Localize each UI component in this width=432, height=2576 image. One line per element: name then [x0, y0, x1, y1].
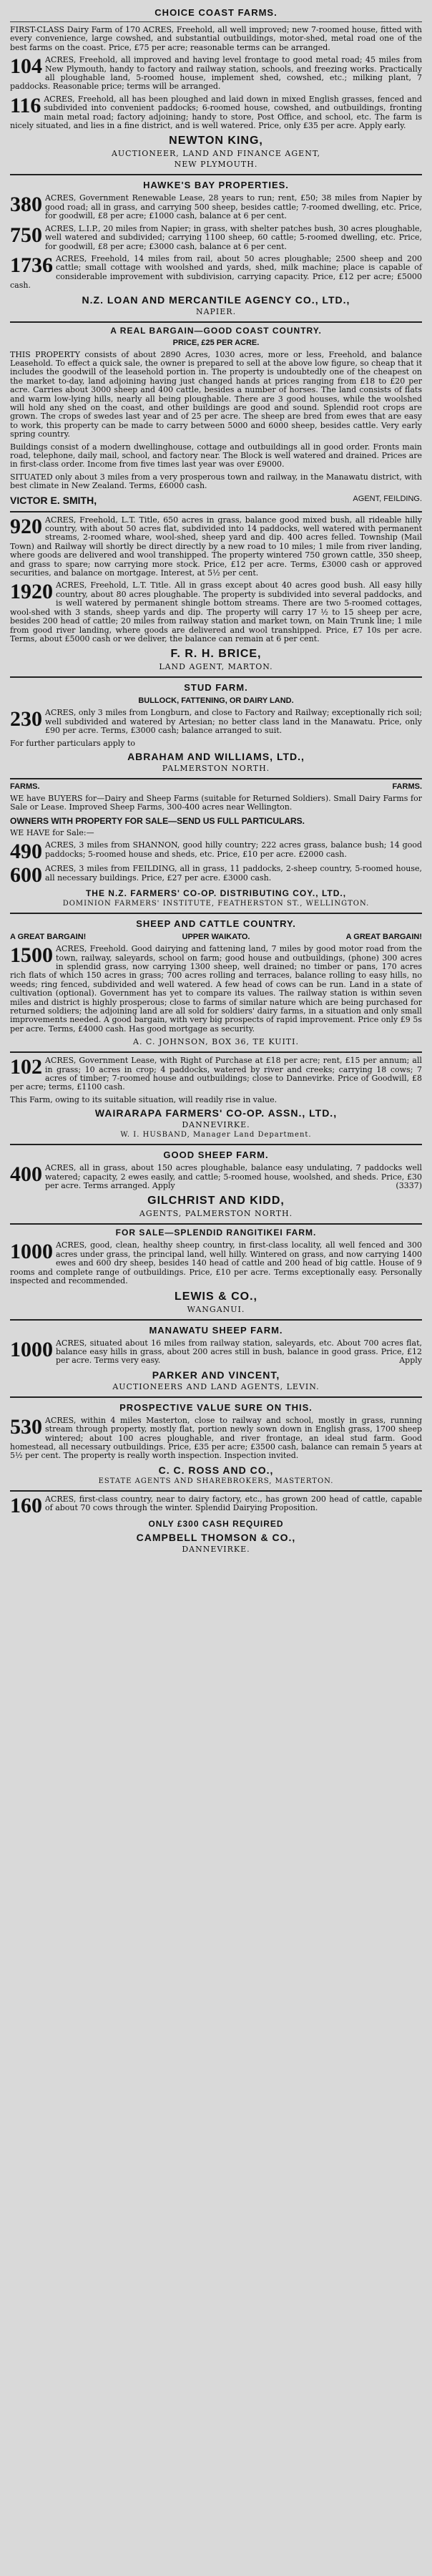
- agent-name: N.Z. LOAN AND MERCANTILE AGENCY CO., LTD.,: [82, 293, 350, 306]
- ad-note: This Farm, owing to its suitable situation, will readily rise in value.: [10, 1094, 278, 1104]
- ad-530-acres: [10, 1416, 422, 1461]
- agent-location: NEW PLYMOUTH.: [174, 160, 258, 170]
- acreage-number: 1736: [10, 253, 53, 277]
- ad-text: Buildings consist of a modern dwellinghouse, cottage and outbuildings all in good order. Fronts main road, telephone, daily mail, school, and factory near. The Block is well watered and drained. Prices are in first-class order. Income from five times last year was over £9000.: [10, 442, 422, 470]
- ad-text: ACRES, Government Renewable Lease, 28 years to run; rent, £50; 38 miles from Napier by good road; all in grass, and carrying 500 sheep, besides cattle; 7-roomed dwelling, etc. Price, for goodwill, £8 per acre; £1000 cash, balance at 6 per cent.: [45, 193, 422, 221]
- ad-text: ACRES, within 4 miles Masterton, close to railway and school, mostly in grass, running stream through property, mostly flat, portion newly sown down in English grass, 1700 sheep wintered; about 100 acres ploughable, and river frontage, an ideal stud farm. Good homestead, all necessary outbuildings. Price, £35 per acre; £3500 cash, balance can remain 5 years at 5½ per cent. The property is really worth inspection. Inspection invited.: [10, 1415, 422, 1461]
- ad-text: ACRES, good, clean, healthy sheep country, in first-class locality, all well fenced and 300 acres under grass, the principal land, well hilly. Wintered on grass, and now carrying 1400 ewes and 600 dry sheep, besides 140 head of cattle and 200 head of big cattle. House of 9 rooms and complete range of outbuildings. Price, £10 per acre. Terms exceptionally easy. Personally inspected and recommended.: [10, 1240, 422, 1286]
- ad-1000-acres-manawatu: [10, 1339, 422, 1366]
- ad-380-acres: [10, 194, 422, 220]
- section-rule: [10, 511, 422, 512]
- agent-manager: W. I. HUSBAND, Manager Land Department.: [120, 1131, 312, 1139]
- agent-location: ESTATE AGENTS AND SHAREBROKERS, MASTERTON.: [98, 1477, 334, 1485]
- section-rule: [10, 174, 422, 175]
- ad-1000-acres-rangitikei: [10, 1241, 422, 1285]
- ad-600-acres: [10, 863, 422, 888]
- acreage-number: 750: [10, 223, 42, 247]
- ad-coast-country: [10, 351, 422, 439]
- we-have-line: WE HAVE for Sale:—: [10, 827, 94, 837]
- ad-body: [10, 1164, 422, 1190]
- acreage-number: 380: [10, 193, 42, 217]
- agent-location: LAND AGENT, MARTON.: [159, 662, 273, 672]
- ad-text: ACRES, Government Lease, with Right of Purchase at £18 per acre; rent, £15 per annum; all in grass; 10 acres in crop; 4 paddocks, watered by river and creeks; carrying 18 cows; 7 acres of timber; 7-roomed house and outbuildings; close to Dannevirke. Price of Goodwill, £8 per acre; terms, £1100 cash.: [10, 1056, 422, 1092]
- bargain-line: [10, 933, 422, 941]
- agent-location: WANGANUI.: [187, 1304, 245, 1314]
- ad-text: THIS PROPERTY consists of about 2890 Acres, 1030 acres, more or less, Freehold, and balance Leasehold. To effect a quick sale, the owner is prepared to sell at the above low figure, so cheap that it includes the goodwill of the leasehold portion in. The property is undoubtedly one of the cheapest on the market to-day, land adjoining having just changed hands at prices ranging from £18 to £20 per acre. Carries about 3000 sheep and 400 cattle, besides a number of horses. The land consists of flats and warm low-lying hills, nearly all being ploughable. There are 3 good houses, while the woolshed will hold any shed on the coast, and other buildings are good and sound. Splendid root crops are grown. The crops of swedes last year and of 25 per acre. The sheep are bred from ewes that are easy to work, this property can be made to carry between 5000 and 6000 sheep, besides cattle. Very early spring country.: [10, 349, 422, 439]
- section-rule: [10, 1490, 422, 1492]
- acreage-number: 102: [10, 1055, 42, 1079]
- ad-102-acres: [10, 1056, 422, 1092]
- section-rule: [10, 321, 422, 323]
- ad-buyers: [10, 794, 422, 812]
- section-header: FOR SALE—SPLENDID RANGITIKEI FARM.: [115, 1228, 317, 1238]
- location: UPPER WAIKATO.: [182, 933, 250, 942]
- ad-reference: (3337): [396, 1181, 422, 1191]
- ad-text: ACRES, Freehold, L.T. Title, 650 acres in grass, balance good mixed bush, all rideable hilly country, with about 50 acres flat, subdivided into 14 paddocks, well watered with permanent streams, 2-roomed whare, wool-shed, sheep yard and dip. 400 acres felled. Township (Mail Town) and Railway will shortly be direct directly by a new road to 10 miles; 1 mile from river landing, where goods are delivered and wool transhipped. The property wintered 750 grown cattle, 350 sheep, and grass to spare; now carrying more stock. Price, £12 per acre. Terms, £3000 cash or approved securities, and balance on mortgage. Interest, at 5½ per cent.: [10, 515, 422, 578]
- section-header: CHOICE COAST FARMS.: [154, 7, 278, 18]
- apply-line: For further particulars apply to: [10, 738, 136, 748]
- acreage-number: 920: [10, 514, 42, 538]
- agent-location: DANNEVIRKE.: [182, 1120, 250, 1130]
- section-rule: [10, 1051, 422, 1053]
- agent-name: WAIRARAPA FARMERS' CO-OP. ASSN., LTD.,: [94, 1107, 338, 1119]
- ad-text: SITUATED only about 3 miles from a very prosperous town and railway, in the Manawatu district, with best climate in New Zealand. Terms, £6000 cash.: [10, 472, 422, 491]
- bargain-right: A GREAT BARGAIN!: [345, 933, 422, 942]
- agent-title: AUCTIONEER, LAND AND FINANCE AGENT,: [111, 149, 321, 159]
- ad-text: ACRES, all in grass, about 150 acres ploughable, balance easy undulating, 7 paddocks well watered; capacity, 2 ewes easily, and cattle; 5-roomed house, woolshed, and sheds. Price, £30 per acre. Terms arranged. Apply: [45, 1163, 422, 1191]
- section-rule: [10, 913, 422, 914]
- ad-490-acres: [10, 840, 422, 864]
- section-rule: [10, 1396, 422, 1398]
- agent-name: ABRAHAM AND WILLIAMS, LTD.,: [127, 750, 305, 762]
- ad-750-acres: [10, 225, 422, 251]
- bargain-left: A GREAT BARGAIN!: [10, 933, 87, 942]
- agent-location: A. C. JOHNSON, BOX 36, TE KUITI.: [133, 1037, 299, 1047]
- ad-1500-acres: [10, 945, 422, 1034]
- ad-text: ACRES, Freehold, 14 miles from rail, about 50 acres ploughable; 2500 sheep and 200 cattle; small cottage with woolshed and yards, shed, milk machine; place is capable of considerable improvement with subdivision, carrying capacity. Price, £12 per acre; £5000 cash.: [10, 253, 422, 291]
- ad-body: [10, 1339, 422, 1366]
- ad-text: WE have BUYERS for—Dairy and Sheep Farms (suitable for Returned Soldiers). Small Dairy Farms for Sale or Lease. Improved Sheep Farms, 300-400 acres near Wellington.: [10, 793, 422, 812]
- agent-name: F. R. H. BRICE,: [170, 648, 262, 661]
- cash-notice: ONLY £300 CASH REQUIRED: [148, 1518, 284, 1529]
- ad-1920-acres: [10, 581, 422, 643]
- agent-line: [10, 495, 422, 506]
- ad-text: ACRES, only 3 miles from Longburn, and close to Factory and Railway; exceptionally rich soil; well subdivided and watered by Artesian; no better class land in the Manawatu. Price, only £90 per acre. Terms, £3000 cash; balance arranged to suit.: [45, 708, 422, 736]
- classified-column: [10, 3, 422, 1555]
- agent-location: NAPIER.: [195, 306, 237, 316]
- agent-name: PARKER AND VINCENT,: [152, 1369, 280, 1381]
- ad-230-acres: [10, 709, 422, 735]
- divider: [10, 21, 422, 22]
- ad-1736-acres: [10, 255, 422, 291]
- section-header: A REAL BARGAIN—GOOD COAST COUNTRY.: [110, 325, 322, 336]
- ad-160-acres: [10, 1495, 422, 1515]
- agent-name: LEWIS & CO.,: [175, 1290, 257, 1303]
- acreage-number: 530: [10, 1414, 42, 1439]
- ad-400-acres: [10, 1164, 422, 1190]
- ad-text: ACRES, Freehold. Good dairying and fattening land, 7 miles by good motor road from the town, railway, saleyards, school on farm; good house and outbuildings, (phone) 300 acres in splendid grass, now carrying 1300 sheep, well drained; no timber or pans, 170 acres rich flats of which 150 acres in grass; 700 acres rolling and terraces, balance rolling to easy hills, no weeds; ring fenced, subdivided and well watered. A few head of cows can be run. Land in a state of cultivation (optional). Government has yet to compare its values. The railway station is within seven miles and district is highly prosperous; close to farms of similar nature which are being purchased for returned soldiers; the adjoining land are all sold for soldiers' dairy farms, in a situation and only small improvements needed. A good bargain, with very big prospects of rapid improvement. Price only £9 5s per acre. Terms, £4000 cash. Has good mortgage as security.: [10, 944, 422, 1034]
- header-left: FARMS.: [10, 782, 40, 791]
- agent-location: DANNEVIRKE.: [182, 1544, 250, 1554]
- ad-text: ACRES, first-class country, near to dairy factory, etc., has grown 200 head of cattle, capable of about 70 cows through the winter. Splendid Dairying Proposition.: [45, 1494, 422, 1513]
- ad-text: ACRES, 3 miles from FEILDING, all in grass, 11 paddocks, 2-sheep country, 5-roomed house, all necessary buildings. Price, £27 per acre. £3000 cash.: [45, 864, 422, 883]
- ad-buildings: [10, 443, 422, 470]
- acreage-number: 116: [10, 93, 41, 117]
- acreage-number: 230: [10, 707, 42, 732]
- header-right: FARMS.: [392, 782, 422, 791]
- ad-dairy-farm: [10, 26, 422, 52]
- acreage-number: 400: [10, 1162, 42, 1187]
- ad-text: FIRST-CLASS Dairy Farm of 170 ACRES, Freehold, all well improved; new 7-roomed house, fitted with every convenience, large cowshed, and substantial outbuildings, motor-shed, metal road one of the best farms on the coast. Price, £75 per acre; reasonable terms can be arranged.: [10, 25, 422, 52]
- ad-situated: [10, 473, 422, 491]
- section-rule: [10, 1319, 422, 1321]
- agent-location: AGENT, FEILDING.: [353, 494, 422, 503]
- section-rule: [10, 676, 422, 678]
- acreage-number: 1000: [10, 1240, 53, 1264]
- section-subheader: BULLOCK, FATTENING, OR DAIRY LAND.: [138, 696, 294, 706]
- agent-name: CAMPBELL THOMSON & CO.,: [136, 1531, 296, 1543]
- section-header: GOOD SHEEP FARM.: [163, 1150, 269, 1161]
- section-subheader: PRICE, £25 PER ACRE.: [172, 338, 260, 347]
- acreage-number: 490: [10, 840, 42, 864]
- ad-text: ACRES, Freehold, L.T. Title. All in grass except about 40 acres good bush. All easy hilly country, about 80 acres ploughable. The property is subdivided into several paddocks, and is well watered by permanent shingle bottom streams. There are two 5-roomed cottages, wool-shed with 3 stands, sheep yards and dip. The property will carry 17 ½ to 15 sheep per acre, besides 200 head of cattle; 20 miles from railway station and market town, on Main Trunk line; 1 mile from good river landing, where goods are delivered and wool transhipped. Price, £7 10s per acre. Terms, about £5000 cash or we deliver, the balance can remain at 6 per cent.: [10, 580, 422, 643]
- acreage-number: 1920: [10, 580, 53, 604]
- section-rule: [10, 1144, 422, 1145]
- ad-text: ACRES, L.I.P., 20 miles from Napier; in grass, with shelter patches bush, 30 acres ploughable, well watered and subdivided; carrying 1100 sheep, 60 cattle; 5-roomed dwelling, etc. Price, for goodwill, £8 per acre; £3000 cash, balance at 6 per cent.: [45, 223, 422, 251]
- ad-text: ACRES, Freehold, all improved and having level frontage to good metal road; 45 miles from New Plymouth, handy to factory and railway station, schools, and freezing works. Practically all ploughable land, 5-roomed house, implement shed, cowshed, etc.; milking plant, 7 paddocks. Reasonable price; terms will be arranged.: [10, 55, 422, 92]
- acreage-number: 160: [10, 1493, 42, 1517]
- ad-920-acres: [10, 516, 422, 578]
- ad-text: ACRES, Freehold, all has been ploughed and laid down in mixed English grasses, fenced and subdivided into convenient paddocks; 6-roomed house, cowshed, and outbuildings, fronting main metal road; factory adjoining; handy to store, Post Office, and school, etc. The farm is nicely situated, and lies in a fine district, and is well watered. Price, only £35 per acre. Apply early.: [10, 94, 422, 131]
- acreage-number: 104: [10, 54, 42, 79]
- agent-location: AUCTIONEERS AND LAND AGENTS, LEVIN.: [112, 1381, 320, 1391]
- acreage-number: 600: [10, 863, 42, 888]
- acreage-number: 1000: [10, 1337, 53, 1361]
- acreage-number: 1500: [10, 943, 53, 968]
- section-header: MANAWATU SHEEP FARM.: [149, 1324, 283, 1336]
- ad-text: ACRES, situated about 16 miles from railway station, saleyards, etc. About 700 acres flat, balance easy hills in grass, about 200 acres still in bush, balance in good grass. Price, £12 per acre. Terms very easy.: [56, 1338, 422, 1366]
- agent-name: C. C. ROSS AND CO.,: [158, 1464, 274, 1476]
- agent-location: DOMINION FARMERS' INSTITUTE, FEATHERSTON ST., WELLINGTON.: [62, 900, 370, 908]
- section-header: HAWKE'S BAY PROPERTIES.: [143, 180, 289, 191]
- section-header: PROSPECTIVE VALUE SURE ON THIS.: [119, 1401, 313, 1413]
- agent-location: AGENTS, PALMERSTON NORTH.: [139, 1209, 293, 1219]
- agent-location: PALMERSTON NORTH.: [162, 763, 270, 773]
- agent-name: THE N.Z. FARMERS' CO-OP. DISTRIBUTING COY., LTD.,: [85, 888, 347, 899]
- ad-116-acres: [10, 95, 422, 131]
- owners-notice: OWNERS WITH PROPERTY FOR SALE—SEND US FULL PARTICULARS.: [10, 815, 305, 826]
- section-header: STUD FARM.: [184, 682, 248, 694]
- farms-header: [10, 782, 422, 791]
- agent-name: VICTOR E. SMITH,: [10, 494, 97, 506]
- ad-104-acres: [10, 56, 422, 92]
- section-rule: [10, 1223, 422, 1225]
- agent-name: GILCHRIST AND KIDD,: [147, 1195, 285, 1207]
- apply-word: Apply: [399, 1356, 422, 1366]
- section-rule: [10, 778, 422, 779]
- section-header: SHEEP AND CATTLE COUNTRY.: [136, 918, 296, 930]
- agent-name: NEWTON KING,: [169, 135, 263, 147]
- ad-text: ACRES, 3 miles from SHANNON, good hilly country; 222 acres grass, balance bush; 14 good paddocks; 5-roomed house and sheds, etc. Price, £10 per acre. £2000 cash.: [45, 840, 422, 859]
